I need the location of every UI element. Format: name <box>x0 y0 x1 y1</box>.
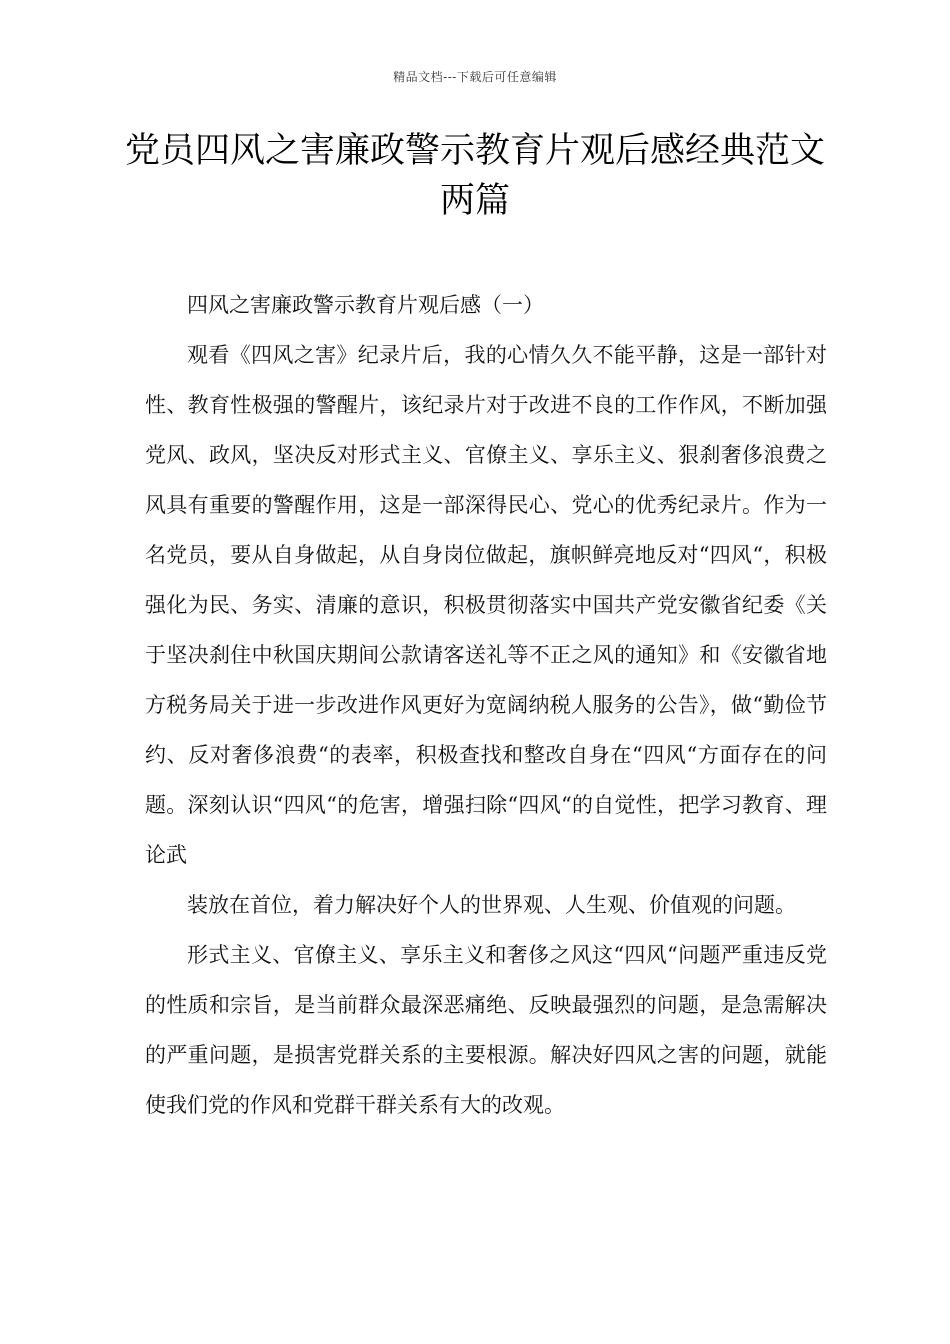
document-body <box>145 280 827 1130</box>
header-note: 精品文档---下载后可任意编辑 <box>393 70 557 84</box>
document-title: 党员四风之害廉政警示教育片观后感经典范文两篇 <box>124 131 825 221</box>
section-heading: 四风之害廉政警示教育片观后感（一） <box>187 293 544 317</box>
body-paragraph: 形式主义、官僚主义、享乐主义和奢侈之风这“四风“问题严重违反党的性质和宗旨，是当前群众最深恶痛绝、反映最强烈的问题，是急需解决的严重问题，是损害党群关系的主要根源。解决好四风之害的问题，就能使我们党的作风和党群干群关系有大的改观。 <box>145 943 827 1117</box>
body-paragraph: 观看《四风之害》纪录片后，我的心情久久不能平静，这是一部针对性、教育性极强的警醒片，该纪录片对于改进不良的工作作风，不断加强党风、政风，坚决反对形式主义、官僚主义、享乐主义、狠刹奢侈浪费之风具有重要的警醒作用，这是一部深得民心、党心的优秀纪录片。作为一名党员，要从自身做起，从自身岗位做起，旗帜鲜亮地反对“四风“，积极强化为民、务实、清廉的意识，积极贯彻落实中国共产党安徽省纪委《关于坚决刹住中秋国庆期间公款请客送礼等不正之风的通知》和《安徽省地方税务局关于进一步改进作风更好为宽阔纳税人服务的公告》，做“勤俭节约、反对奢侈浪费“的表率，积极查找和整改自身在“四风“方面存在的问题。深刻认识“四风“的危害，增强扫除“四风“的自觉性，把学习教育、理论武 <box>145 343 827 867</box>
body-paragraph: 装放在首位，着力解决好个人的世界观、人生观、价值观的问题。 <box>187 893 796 917</box>
